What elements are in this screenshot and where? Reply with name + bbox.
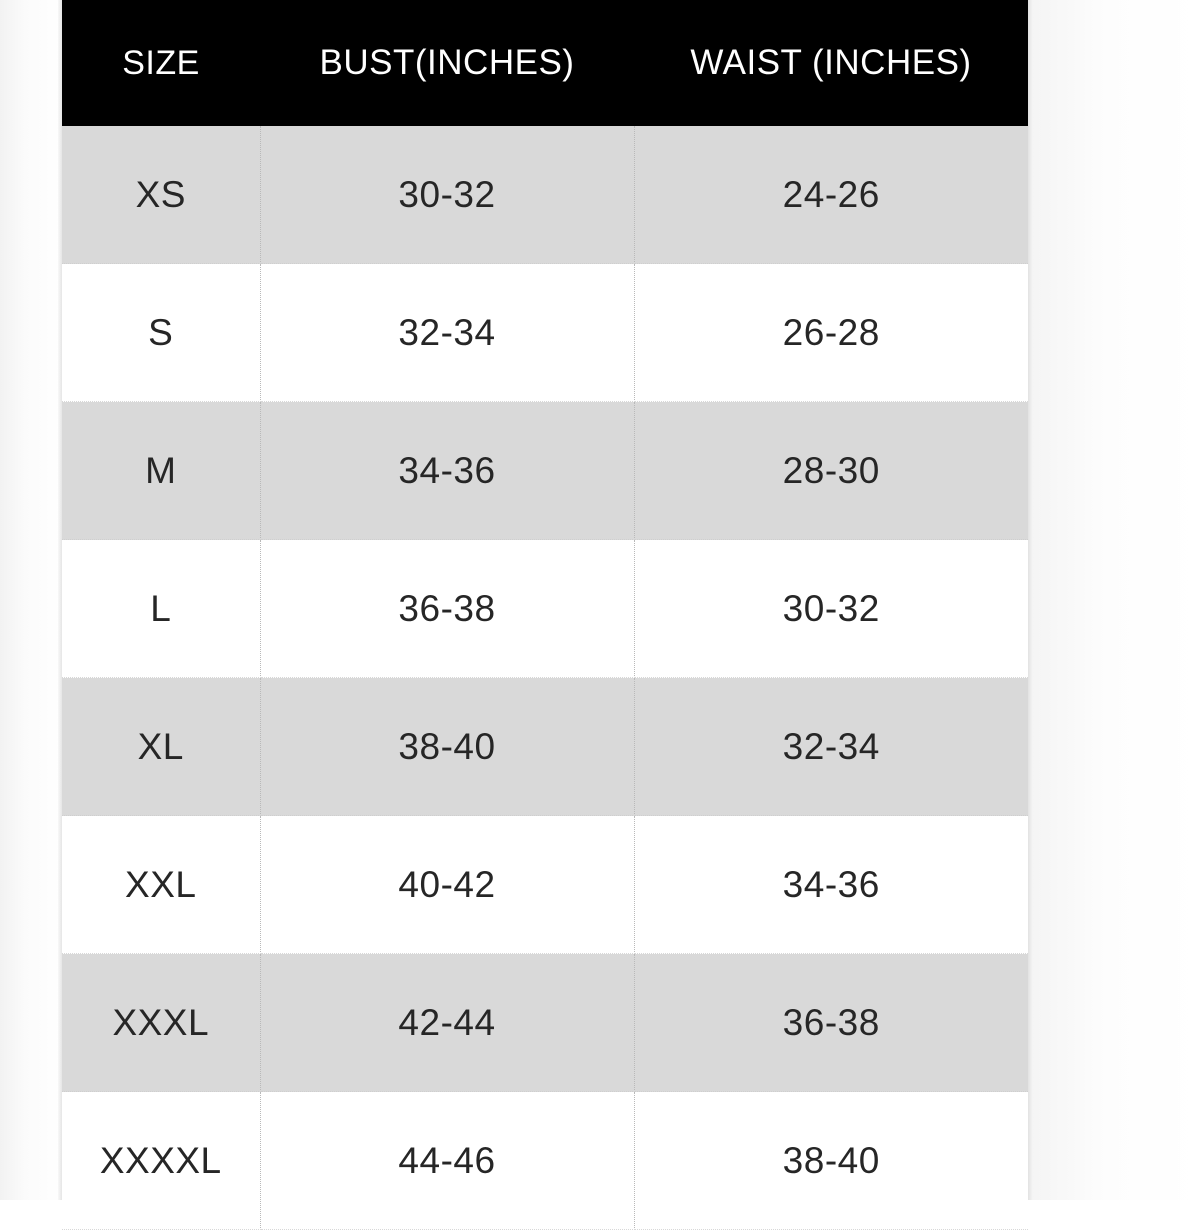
size-chart-table <box>62 0 1028 1230</box>
cell-bust: 34-36 <box>260 402 634 540</box>
cell-waist: 36-38 <box>634 954 1028 1092</box>
column-header-bust: BUST(INCHES) <box>260 0 634 126</box>
cell-bust: 40-42 <box>260 816 634 954</box>
table-header <box>62 0 1028 126</box>
table-row <box>62 1092 1028 1230</box>
size-chart-container <box>62 0 1028 1200</box>
page-right-edge <box>1028 0 1200 1200</box>
cell-bust: 36-38 <box>260 540 634 678</box>
table-row <box>62 402 1028 540</box>
cell-bust: 44-46 <box>260 1092 634 1230</box>
cell-waist: 32-34 <box>634 678 1028 816</box>
cell-waist: 28-30 <box>634 402 1028 540</box>
cell-size: XXXXL <box>62 1092 260 1230</box>
cell-size: S <box>62 264 260 402</box>
cell-bust: 38-40 <box>260 678 634 816</box>
cell-bust: 32-34 <box>260 264 634 402</box>
cell-waist: 26-28 <box>634 264 1028 402</box>
header-row <box>62 0 1028 126</box>
cell-size: L <box>62 540 260 678</box>
cell-size: XXL <box>62 816 260 954</box>
table-row <box>62 954 1028 1092</box>
cell-bust: 42-44 <box>260 954 634 1092</box>
column-header-waist: WAIST (INCHES) <box>634 0 1028 126</box>
page-left-edge <box>0 0 62 1200</box>
cell-bust: 30-32 <box>260 126 634 264</box>
table-row <box>62 678 1028 816</box>
table-row <box>62 126 1028 264</box>
table-body <box>62 126 1028 1230</box>
cell-waist: 30-32 <box>634 540 1028 678</box>
cell-size: M <box>62 402 260 540</box>
cell-waist: 34-36 <box>634 816 1028 954</box>
cell-waist: 38-40 <box>634 1092 1028 1230</box>
cell-size: XXXL <box>62 954 260 1092</box>
cell-size: XL <box>62 678 260 816</box>
cell-waist: 24-26 <box>634 126 1028 264</box>
table-row <box>62 816 1028 954</box>
table-row <box>62 264 1028 402</box>
column-header-size: SIZE <box>62 0 260 126</box>
table-row <box>62 540 1028 678</box>
cell-size: XS <box>62 126 260 264</box>
